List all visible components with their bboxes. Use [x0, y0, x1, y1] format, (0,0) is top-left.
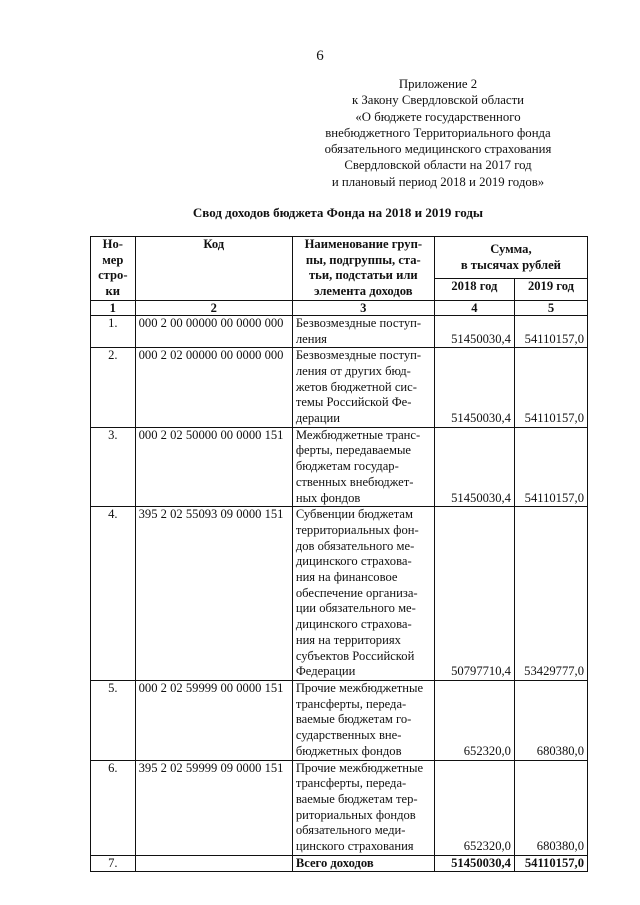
total-code [135, 855, 292, 872]
row-name-line: бюджетных фондов [295, 743, 402, 758]
header-name [292, 237, 434, 301]
row-code [135, 507, 292, 681]
row-name-line: трансферты, переда- [295, 776, 407, 791]
header-name-line: тьи, подстатьи или [308, 268, 418, 283]
row-name-line: бюджетам государ- [295, 459, 399, 474]
row-value-2019: 54110157,0 [514, 348, 587, 428]
row-name-line: ления [295, 331, 327, 346]
header-num-line: Но- [102, 237, 123, 251]
row-code-text: 395 2 02 59999 09 0000 151 [138, 760, 284, 775]
row-value-2018: 652320,0 [434, 760, 514, 855]
appendix-line: Приложение 2 [398, 77, 478, 91]
row-name [292, 348, 434, 428]
table-row [91, 760, 588, 855]
row-name-line: Межбюджетные транс- [295, 427, 421, 442]
header-num-line: стро- [98, 268, 128, 283]
row-name-line: Безвозмездные поступ- [295, 315, 422, 330]
column-number: 4 [434, 300, 514, 315]
appendix-line: внебюджетного Территориального фонда [325, 125, 551, 140]
row-code-text: 000 2 02 50000 00 0000 151 [138, 427, 284, 442]
row-number: 1. [91, 315, 136, 347]
row-number: 4. [91, 507, 136, 681]
row-number: 3. [91, 427, 136, 507]
row-name [292, 680, 434, 760]
row-name [292, 760, 434, 855]
column-number: 2 [135, 300, 292, 315]
row-number: 2. [91, 348, 136, 428]
total-value-2019: 54110157,0 [514, 855, 587, 872]
row-code-text: 395 2 02 55093 09 0000 151 [138, 507, 284, 522]
row-name-line: ния на территориях [295, 632, 401, 647]
appendix-caption [288, 76, 588, 190]
row-name-line: дерации [295, 411, 340, 426]
column-number-row [91, 300, 588, 315]
row-name-line: темы Российской Фе- [295, 395, 412, 410]
table-row [91, 427, 588, 507]
header-num [91, 237, 136, 301]
row-value-2019: 680380,0 [514, 760, 587, 855]
column-number: 5 [514, 300, 587, 315]
row-name-line: трансферты, переда- [295, 696, 407, 711]
row-value-2018: 51450030,4 [434, 427, 514, 507]
row-value-2019: 54110157,0 [514, 427, 587, 507]
row-name-line: жетов бюджетной сис- [295, 379, 417, 394]
row-value-2018: 652320,0 [434, 680, 514, 760]
row-name-line: обеспечение организа- [295, 585, 418, 600]
row-name-line: Федерации [295, 664, 356, 679]
row-name-line: Субвенции бюджетам [295, 507, 413, 522]
header-sum-line: в тысячах рублей [460, 257, 561, 272]
header-code: Код [135, 237, 292, 301]
row-value-2018: 51450030,4 [434, 315, 514, 347]
appendix-line: Свердловской области на 2017 год [344, 158, 532, 173]
row-code [135, 427, 292, 507]
table-row [91, 348, 588, 428]
row-name-line: ных фондов [295, 490, 361, 505]
table-row [91, 315, 588, 347]
row-name-line: Прочие межбюджетные [295, 760, 424, 775]
row-name [292, 315, 434, 347]
header-name-line: элемента доходов [314, 284, 413, 299]
column-number: 1 [91, 300, 136, 315]
row-name-line: риториальных фондов [295, 807, 416, 822]
document-title: Свод доходов бюджета Фонда на 2018 и 2019 годы [192, 205, 484, 220]
row-name-line: обязательного меди- [295, 823, 406, 838]
row-value-2018: 50797710,4 [434, 507, 514, 681]
column-number: 3 [292, 300, 434, 315]
row-name-line: ния на финансовое [295, 570, 398, 585]
appendix-line: к Закону Свердловской области [351, 93, 525, 108]
row-name-line: ции обязательного ме- [295, 601, 416, 616]
total-number: 7. [91, 855, 136, 872]
row-value-2019: 54110157,0 [514, 315, 587, 347]
row-code [135, 348, 292, 428]
row-value-2019: 680380,0 [514, 680, 587, 760]
row-code [135, 680, 292, 760]
row-value-2018: 51450030,4 [434, 348, 514, 428]
row-name-line: сударственных вне- [295, 728, 402, 743]
total-value-2018: 51450030,4 [434, 855, 514, 872]
row-name-line: цинского страхования [295, 839, 414, 854]
row-code [135, 315, 292, 347]
header-sum [434, 237, 587, 279]
header-name-line: Наименование груп- [304, 237, 423, 251]
header-num-line: мер [102, 252, 124, 267]
row-name-line: ственных внебюджет- [295, 474, 414, 489]
row-number: 6. [91, 760, 136, 855]
appendix-line: и плановый период 2018 и 2019 годов» [331, 174, 545, 189]
header-year-2019: 2019 год [514, 279, 587, 301]
row-name-line: дов обязательного ме- [295, 538, 415, 553]
row-name-line: Безвозмездные поступ- [295, 348, 422, 363]
row-name [292, 507, 434, 681]
row-name-line: ления от других бюд- [295, 363, 411, 378]
appendix-line: «О бюджете государственного [355, 109, 521, 124]
revenue-table [90, 236, 588, 872]
row-name [292, 427, 434, 507]
row-name-line: территориальных фон- [295, 522, 419, 537]
row-name-line: субъектов Российской [295, 648, 415, 663]
row-name-line: дицинского страхова- [295, 617, 412, 632]
total-row [91, 855, 588, 872]
table-row [91, 680, 588, 760]
row-number: 5. [91, 680, 136, 760]
header-name-line: пы, подгруппы, ста- [305, 252, 421, 267]
row-name-line: ваемые бюджетам го- [295, 712, 412, 727]
table-row [91, 507, 588, 681]
row-code-text: 000 2 02 00000 00 0000 000 [138, 348, 284, 363]
header-row [91, 237, 588, 279]
row-name-line: дицинского страхова- [295, 554, 412, 569]
header-num-line: ки [105, 284, 121, 299]
row-name-line: ваемые бюджетам тер- [295, 791, 418, 806]
row-code-text: 000 2 00 00000 00 0000 000 [138, 315, 284, 330]
row-code-text: 000 2 02 59999 00 0000 151 [138, 680, 284, 695]
row-name-line: ферты, передаваемые [295, 443, 411, 458]
header-year-2018: 2018 год [434, 279, 514, 301]
page-number: 6 [316, 48, 324, 64]
header-sum-line: Сумма, [490, 241, 532, 256]
row-value-2019: 53429777,0 [514, 507, 587, 681]
row-name-line: Прочие межбюджетные [295, 680, 424, 695]
appendix-line: обязательного медицинского страхования [324, 142, 552, 157]
row-code [135, 760, 292, 855]
total-name: Всего доходов [292, 855, 434, 872]
